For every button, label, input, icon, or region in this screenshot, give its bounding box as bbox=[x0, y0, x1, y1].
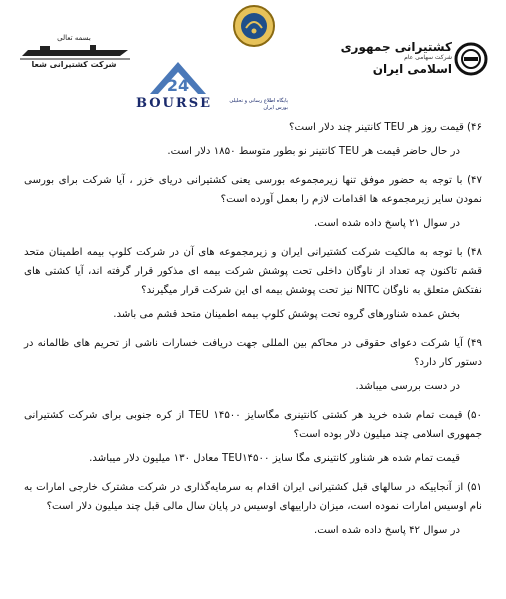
question-51: ۵۱) از آنجاییکه در سالهای قبل کشتیرانی ایران اقدام به سرمایه‌گذاری در شرکت مشترک خارجی امارات به نام اوسیس امارات نموده است، میزان داراییهای اوسیس در پایان سال مالی قبل چند میلیون دلار است؟ bbox=[24, 482, 482, 512]
svg-text:24: 24 bbox=[166, 76, 190, 95]
answer-46: در حال حاضر قیمت هر TEU کانتینر نو بطور متوسط ۱۸۵۰ دلار است. bbox=[167, 146, 460, 157]
irisl-logo-block bbox=[332, 36, 492, 86]
answer-51: در سوال ۴۲ پاسخ داده شده است. bbox=[314, 525, 460, 536]
question-47: ۴۷) با توجه به حضور موفق تنها زیرمجموعه بورسی یعنی کشتیرانی دریای خزر ، آیا شرکت برای بورسی نمودن سایر زیرمجموعه ها اقدامات لازم را بعمل آورده است؟ bbox=[24, 175, 482, 205]
ship-company-name: شرکت کشتیرانی شعا bbox=[31, 60, 117, 69]
irisl-logo-icon bbox=[454, 42, 488, 76]
qa-list bbox=[24, 118, 482, 550]
question-50: ۵۰) قیمت تمام شده خرید هر کشتی کانتینری مگاسایز ۱۴۵۰۰ TEU از کره جنوبی برای شرکت کشتیرانی جمهوری اسلامی چند میلیون دلار بوده است؟ bbox=[24, 410, 482, 440]
bourse-logo-icon bbox=[148, 60, 208, 96]
seal-emblem-icon bbox=[232, 4, 276, 48]
answer-48: بخش عمده شناورهای گروه تحت پوشش کلوپ بیمه اطمینان متحد قشم می باشد. bbox=[113, 309, 460, 320]
answer-50: قیمت تمام شده هر شناور کانتینری مگا سایز TEU۱۴۵۰۰ معادل ۱۳۰ میلیون دلار میباشد. bbox=[89, 453, 460, 464]
bourse-wordmark: BOURSE bbox=[136, 96, 212, 111]
question-46: ۴۶) قیمت روز هر TEU کانتینر چند دلار است؟ bbox=[289, 122, 482, 133]
irisl-name-line2: شرکت سهامی عام bbox=[404, 54, 452, 62]
question-49: ۴۹) آیا شرکت دعوای حقوقی در محاکم بین المللی جهت دریافت خسارات ناشی از تحریم های ظالمانه در دستور کار دارد؟ bbox=[24, 338, 482, 368]
ship-top-text: بسمه تعالی bbox=[57, 34, 91, 42]
answer-49: در دست بررسی میباشد. bbox=[355, 381, 460, 392]
irisl-name-line3: اسلامی ایران bbox=[372, 61, 452, 76]
bourse-subtitle: پایگاه اطلاع رسانی و تحلیلی بورس ایران bbox=[229, 98, 288, 111]
ship-logo-block bbox=[14, 34, 134, 69]
ship-icon bbox=[20, 44, 130, 60]
irisl-name-line1: کشتیرانی جمهوری bbox=[340, 40, 452, 54]
answer-47: در سوال ۲۱ پاسخ داده شده است. bbox=[314, 218, 460, 229]
question-48: ۴۸) با توجه به مالکیت شرکت کشتیرانی ایران و زیرمجموعه های آن در شرکت کلوپ بیمه اطمینان متحد قشم تاکنون چه تعداد از ناوگان داخلی تحت پوشش شرکت بیمه ای مذکور قرار گرفته اند، آیا کشتی های نفتکش متعلق به ناوگان NITC نیز تحت پوشش بیمه ای این شرکت قرار میگیرند؟ bbox=[24, 247, 482, 296]
page-header bbox=[0, 0, 506, 118]
bourse-logo-block bbox=[136, 60, 288, 116]
